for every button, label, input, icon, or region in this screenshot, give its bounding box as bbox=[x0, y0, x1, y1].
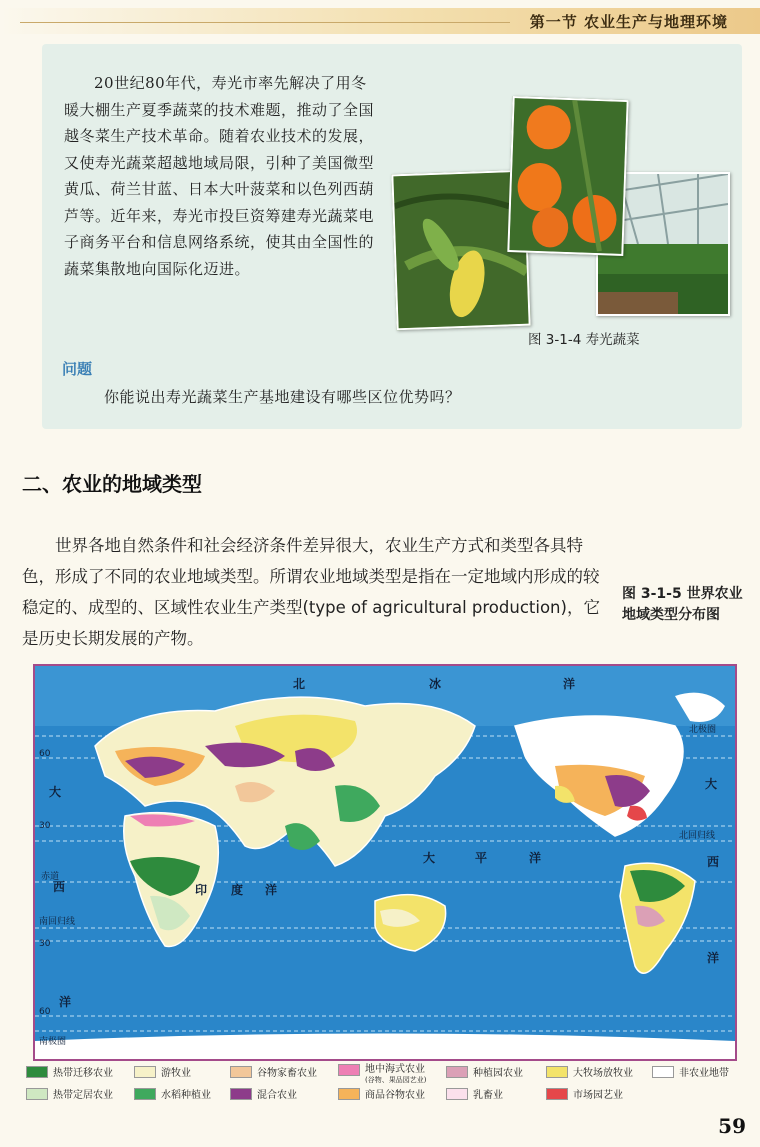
case-study-paragraph: 20世纪80年代，寿光市率先解决了用冬暖大棚生产夏季蔬菜的技术难题，推动了全国越冬菜生产技术革命。随着农业技术的发展，又使寿光蔬菜超越地域局限，引种了美国微型黄瓜、荷兰甘蓝、日本大叶菠菜和以色列西葫芦等。近年来，寿光市投巨资筹建寿光蔬菜电子商务平台和信息网络系统，使其由全国性的蔬菜集散地向国际化迈进。 bbox=[64, 74, 375, 278]
legend-swatch bbox=[134, 1088, 156, 1100]
header-rule bbox=[20, 22, 510, 23]
legend-label: 大牧场放牧业 bbox=[573, 1068, 633, 1079]
map-label-atlantic-right-3: 洋 bbox=[707, 951, 720, 965]
legend-swatch bbox=[134, 1066, 156, 1078]
legend-swatch bbox=[546, 1066, 568, 1078]
map-label-lat60s: 60 bbox=[39, 1007, 51, 1017]
case-study-text bbox=[64, 70, 374, 282]
page-number: 59 bbox=[718, 1114, 746, 1138]
legend-item bbox=[134, 1064, 191, 1079]
legend-label: 水稻种植业 bbox=[161, 1090, 211, 1101]
legend-item bbox=[26, 1064, 113, 1079]
legend-item bbox=[546, 1086, 623, 1101]
legend-swatch bbox=[546, 1088, 568, 1100]
map-label-antarctic-circle: 南极圈 bbox=[39, 1037, 67, 1047]
legend-label: 非农业地带 bbox=[679, 1068, 729, 1079]
legend-swatch bbox=[338, 1064, 360, 1076]
legend-sublabel: (谷物、果品园艺业) bbox=[365, 1076, 427, 1084]
body-text bbox=[22, 530, 612, 654]
legend-item bbox=[446, 1086, 503, 1101]
legend-label: 谷物家畜农业 bbox=[257, 1068, 317, 1079]
legend-swatch bbox=[338, 1088, 360, 1100]
legend-item bbox=[652, 1064, 729, 1079]
header-section-title: 第一节 农业生产与地理环境 bbox=[529, 13, 728, 31]
legend-item bbox=[134, 1086, 211, 1101]
map-label-lat60: 60 bbox=[39, 749, 51, 759]
map-label-southern: 洋 bbox=[59, 995, 72, 1009]
question-title: 问题 bbox=[62, 360, 93, 378]
legend-label: 种植园农业 bbox=[473, 1068, 523, 1079]
world-agriculture-map bbox=[33, 664, 737, 1061]
legend-label: 混合农业 bbox=[257, 1090, 297, 1101]
map-label-arctic-3: 洋 bbox=[563, 677, 576, 691]
section-title: 二、农业的地域类型 bbox=[22, 472, 202, 496]
legend-item bbox=[230, 1064, 317, 1079]
map-label-pacific-2: 平 bbox=[475, 851, 488, 865]
legend-label: 热带定居农业 bbox=[53, 1090, 113, 1101]
legend-item bbox=[230, 1086, 297, 1101]
map-label-lat30s: 30 bbox=[39, 939, 51, 949]
map-label-atlantic-right: 大 bbox=[705, 777, 718, 791]
legend-item bbox=[338, 1064, 426, 1086]
map-label-atlantic-right-2: 西 bbox=[707, 855, 720, 869]
map-label-pacific-3: 洋 bbox=[529, 851, 542, 865]
map-label-pacific-1: 大 bbox=[423, 851, 436, 865]
legend-swatch bbox=[652, 1066, 674, 1078]
map-label-indian-3: 洋 bbox=[265, 883, 278, 897]
map-label-indian-1: 印 bbox=[195, 883, 208, 897]
legend-item bbox=[546, 1064, 633, 1079]
map-caption: 图 3-1-5 世界农业地域类型分布图 bbox=[622, 586, 743, 623]
legend-label: 商品谷物农业 bbox=[365, 1090, 425, 1101]
map-label-arctic-2: 冰 bbox=[429, 677, 442, 691]
map-label-indian-2: 度 bbox=[231, 883, 244, 897]
map-label-lat30: 30 bbox=[39, 821, 51, 831]
legend-swatch bbox=[26, 1066, 48, 1078]
map-label-atlantic-left: 大 bbox=[49, 785, 62, 799]
legend-swatch bbox=[230, 1066, 252, 1078]
body-paragraph: 世界各地自然条件和社会经济条件差异很大，农业生产方式和类型各具特色，形成了不同的农业地域类型。所谓农业地域类型是指在一定地域内形成的较稳定的、成型的、区域性农业生产类型(type of agricultural production)，它是历史长期发展的产物。 bbox=[22, 536, 600, 648]
legend-swatch bbox=[446, 1066, 468, 1078]
figure-caption-shouguang: 图 3-1-4 寿光蔬菜 bbox=[528, 332, 640, 348]
legend-label-group bbox=[365, 1064, 426, 1086]
legend-label: 地中海式农业 bbox=[365, 1064, 425, 1075]
legend-swatch bbox=[26, 1088, 48, 1100]
pepper-photo bbox=[507, 96, 628, 256]
legend-label: 乳畜业 bbox=[473, 1090, 503, 1101]
map-label-arctic-1: 北 bbox=[293, 677, 306, 691]
legend-item bbox=[26, 1086, 113, 1101]
legend-swatch bbox=[446, 1088, 468, 1100]
map-label-tropic-cancer: 北回归线 bbox=[679, 831, 716, 841]
map-label-equator: 赤道 bbox=[41, 872, 60, 882]
legend-label: 热带迁移农业 bbox=[53, 1068, 113, 1079]
legend-swatch bbox=[230, 1088, 252, 1100]
map-label-tropic-capricorn: 南回归线 bbox=[39, 917, 76, 927]
question-text: 你能说出寿光蔬菜生产基地建设有哪些区位优势吗？ bbox=[104, 388, 461, 406]
legend-item bbox=[338, 1086, 425, 1101]
map-label-arctic-circle: 北极圈 bbox=[689, 725, 717, 735]
legend-label: 游牧业 bbox=[161, 1068, 191, 1079]
legend-label: 市场园艺业 bbox=[573, 1090, 623, 1101]
map-label-atlantic-left-2: 西 bbox=[53, 880, 66, 894]
legend-item bbox=[446, 1064, 523, 1079]
